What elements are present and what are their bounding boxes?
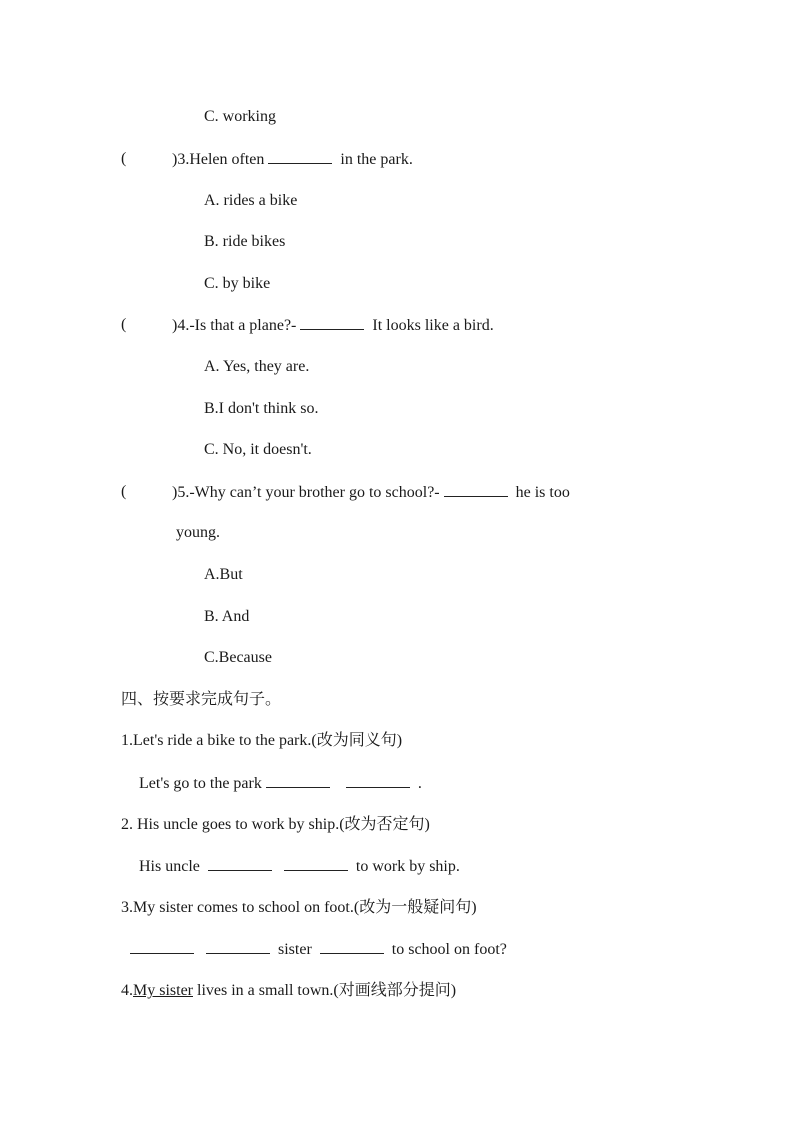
q3-option-b: B. ride bikes <box>204 233 286 250</box>
s4-item1-answer-end: . <box>417 775 422 792</box>
q5-answer-paren: ( <box>121 483 127 500</box>
q4-stem-after: It looks like a bird. <box>372 317 494 334</box>
s4-item1-blank-2 <box>346 773 410 788</box>
q4-stem-before: )4.-Is that a plane?- <box>172 317 297 334</box>
q4-option-c: C. No, it doesn't. <box>204 441 312 458</box>
s4-item2-answer-line <box>139 856 460 877</box>
s4-item4-rest: lives in a small town.(对画线部分提问) <box>193 982 457 999</box>
q3-answer-paren: ( <box>121 150 127 167</box>
s4-item1-prompt: 1.Let's ride a bike to the park.(改为同义句) <box>121 732 403 749</box>
q4-option-b: B.I don't think so. <box>204 400 319 417</box>
q4-stem <box>172 315 494 336</box>
q5-stem-after: he is too <box>515 484 570 501</box>
q5-option-c: C.Because <box>204 649 272 666</box>
s4-item3-blank-2 <box>206 939 270 954</box>
q2-option-c: C. working <box>204 108 276 125</box>
s4-item4-underlined: My sister <box>133 982 193 999</box>
q5-blank <box>444 482 508 497</box>
s4-item1-answer-before: Let's go to the park <box>139 775 262 792</box>
q5-stem <box>172 482 570 503</box>
s4-item2-answer-after: to work by ship. <box>355 858 460 875</box>
s4-item2-answer-before: His uncle <box>139 858 200 875</box>
s4-item3-answer-mid: sister <box>278 941 312 958</box>
s4-item1-blank-1 <box>266 773 330 788</box>
s4-item3-blank-1 <box>130 939 194 954</box>
q3-stem-before: )3.Helen often <box>172 151 265 168</box>
s4-item1-answer-line <box>139 773 422 794</box>
s4-item2-blank-1 <box>208 856 272 871</box>
q5-option-a: A.But <box>204 566 243 583</box>
s4-item4-prefix: 4. <box>121 982 133 999</box>
s4-item4-prompt <box>121 981 456 1001</box>
q4-option-a: A. Yes, they are. <box>204 358 310 375</box>
q4-blank <box>300 315 364 330</box>
s4-item2-prompt: 2. His uncle goes to work by ship.(改为否定句) <box>121 816 430 833</box>
q3-option-a: A. rides a bike <box>204 192 298 209</box>
s4-item3-answer-line <box>130 939 507 960</box>
q3-option-c: C. by bike <box>204 275 271 292</box>
q4-answer-paren: ( <box>121 316 127 333</box>
s4-item3-blank-3 <box>320 939 384 954</box>
q5-option-b: B. And <box>204 608 250 625</box>
s4-item2-blank-2 <box>284 856 348 871</box>
q3-blank <box>268 149 332 164</box>
s4-item3-prompt: 3.My sister comes to school on foot.(改为一般疑问句) <box>121 899 477 916</box>
s4-item3-answer-after: to school on foot? <box>391 941 507 958</box>
q5-stem-continuation: young. <box>176 524 220 541</box>
q3-stem <box>172 149 413 170</box>
section4-heading: 四、按要求完成句子。 <box>121 691 282 708</box>
q5-stem-before: )5.-Why can’t your brother go to school?- <box>172 484 440 501</box>
q3-stem-after: in the park. <box>340 151 413 168</box>
